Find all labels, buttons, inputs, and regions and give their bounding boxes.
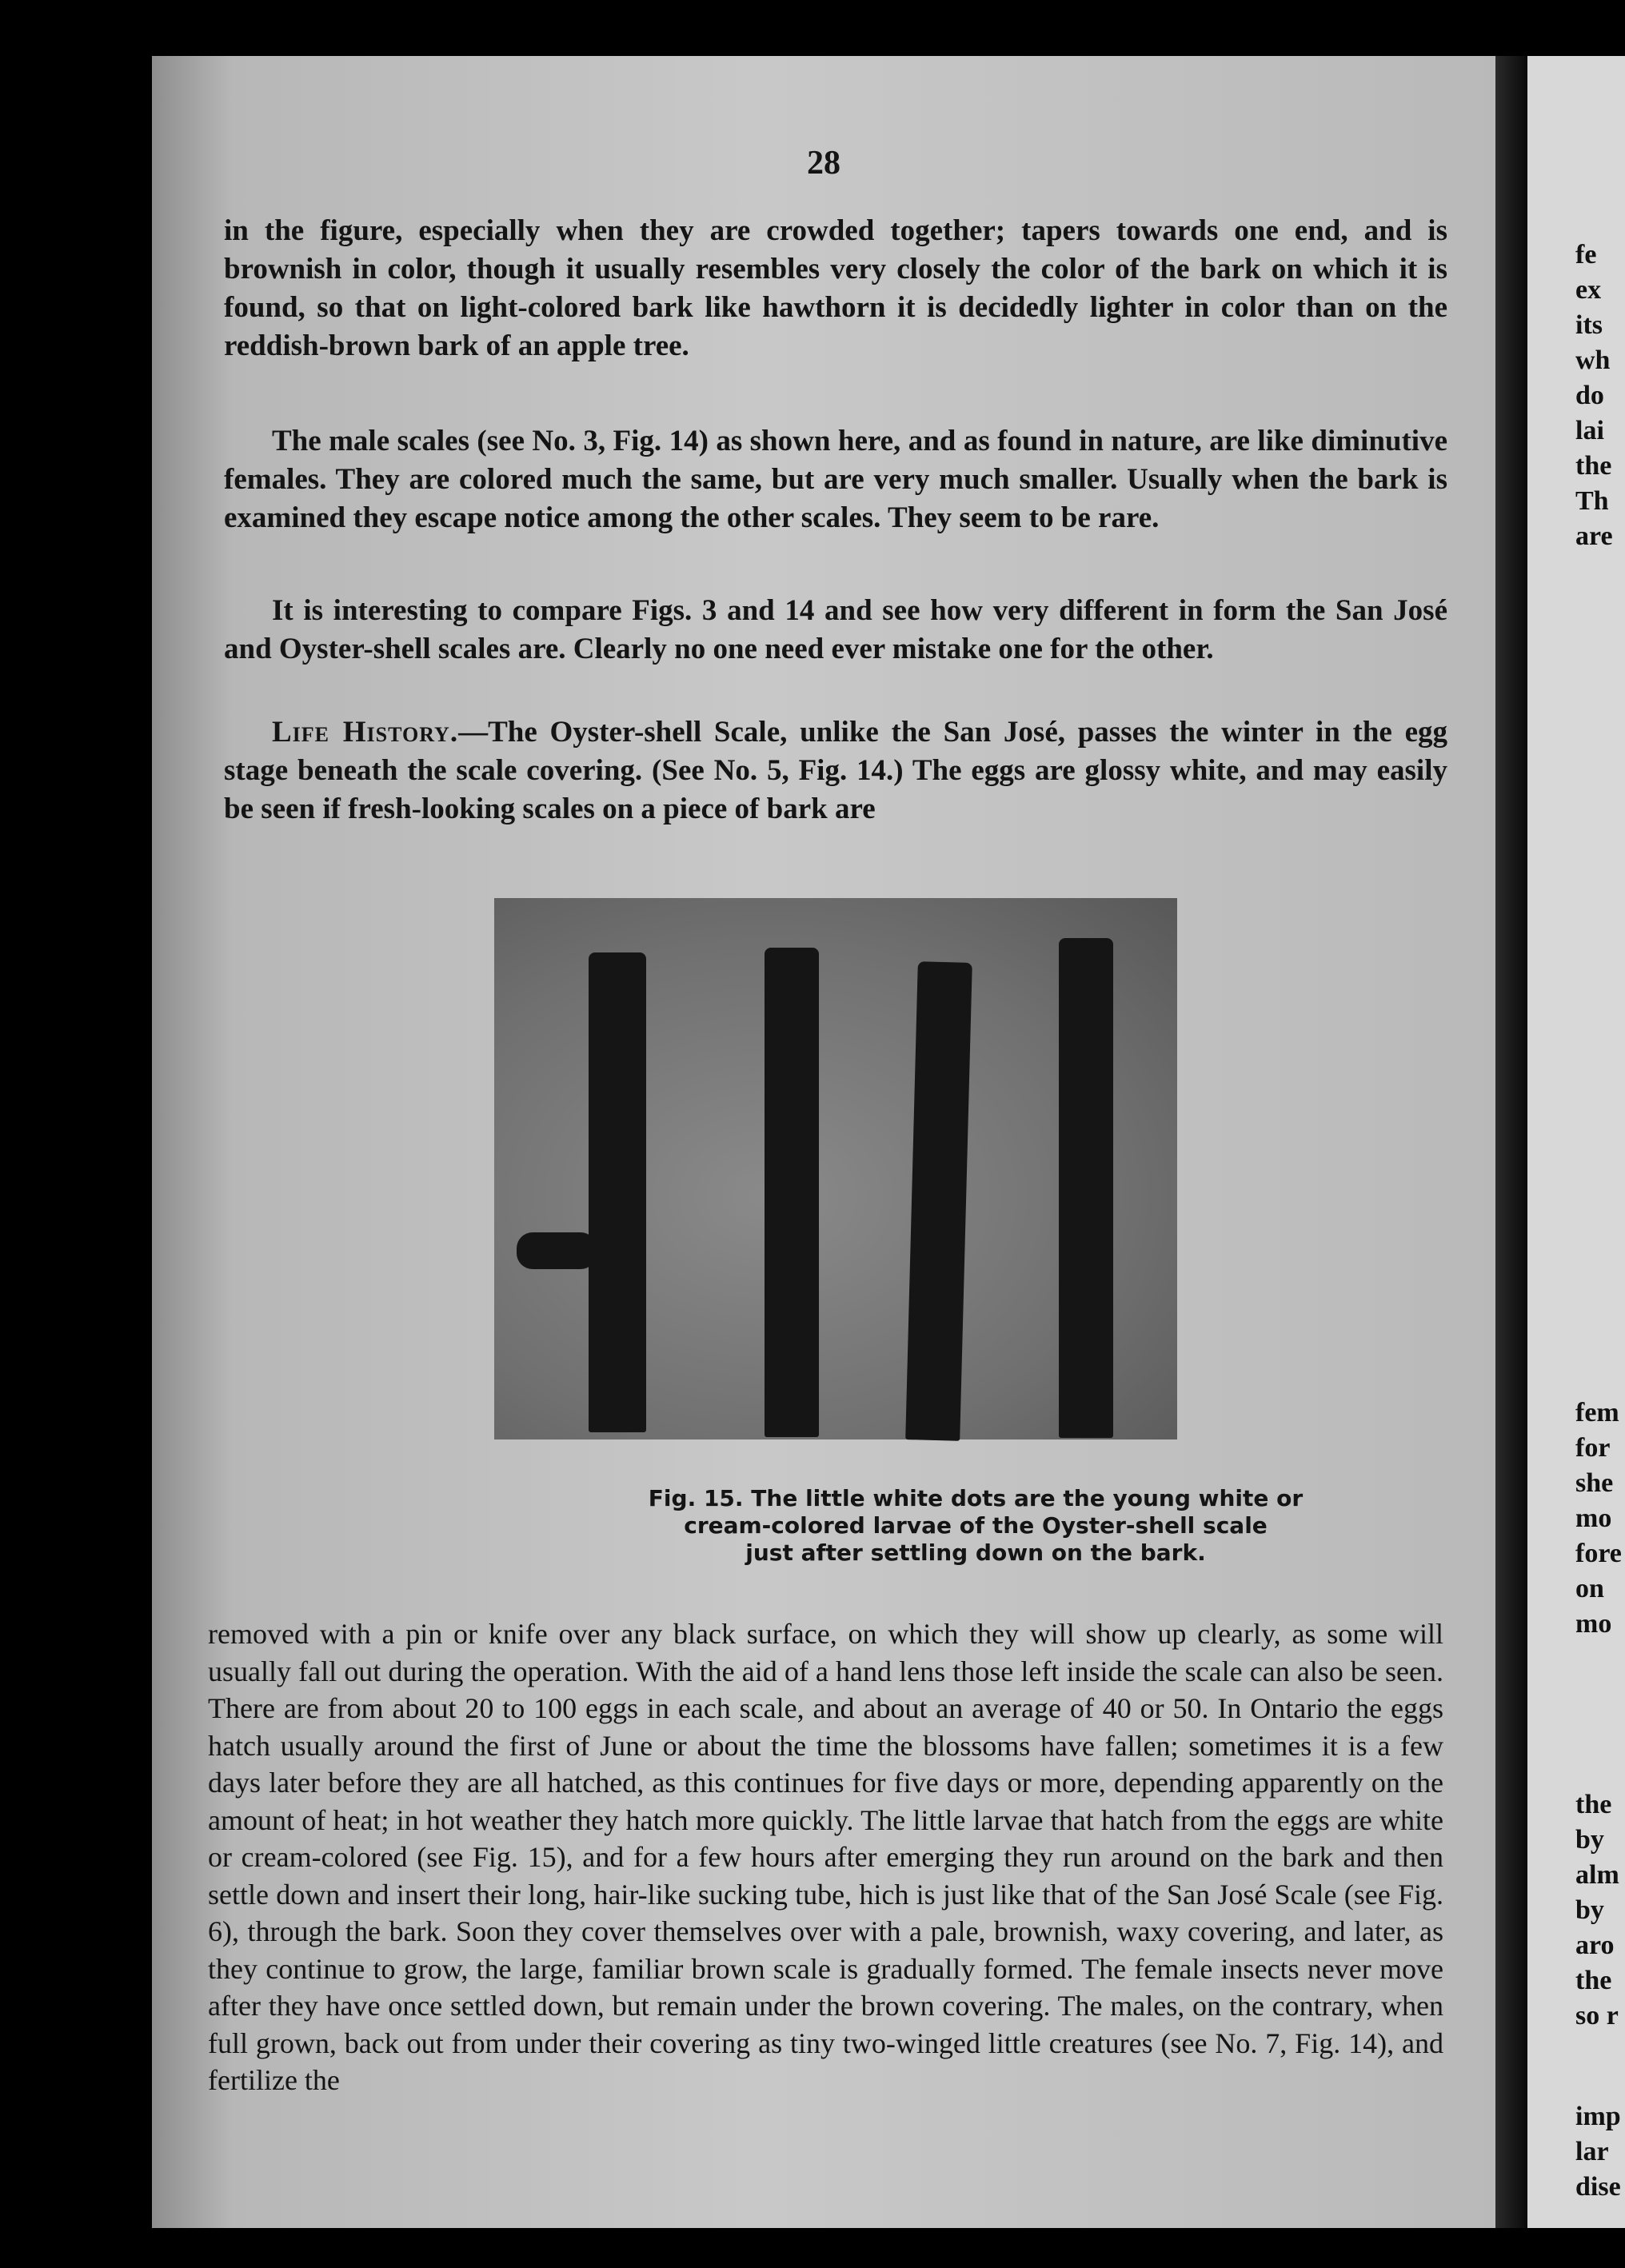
- adjacent-page-edge: [1527, 56, 1625, 2228]
- life-history-text: —The Oyster-shell Scale, unlike the San José, passes the winter in the egg stage beneath the scale covering. (See No. 5, Fig. 14.) The eggs are glossy white, and may easily be seen if fresh-looking scales on a piece of bark are: [224, 716, 1447, 825]
- life-history-heading: Life History.: [272, 716, 459, 749]
- fragment: she: [1575, 1468, 1614, 1498]
- figure-15-photo: [494, 898, 1177, 1439]
- fragment: the: [1575, 451, 1612, 481]
- paragraph-scale-description: in the figure, especially when they are crowded together; tapers towards one end, and is brownish in color, though it usually resembles very closely the color of the bark on which it is found, so that on light-colored bark like hawthorn it is decidedly lighter in color than on the reddish-brown bark of an apple tree.: [224, 214, 1447, 362]
- fragment: wh: [1575, 345, 1611, 375]
- page-number: 28: [807, 145, 840, 182]
- fragment: the: [1575, 1790, 1612, 1819]
- bark-twig-2: [765, 948, 819, 1437]
- bark-twig-1-branch: [517, 1232, 597, 1269]
- caption-line-1: Fig. 15. The little white dots are the young white or: [648, 1485, 1304, 1511]
- fragment: are: [1575, 521, 1613, 551]
- caption-line-2: cream-colored larvae of the Oyster-shell scale: [684, 1512, 1268, 1539]
- fragment: fem: [1575, 1398, 1619, 1427]
- figure-15-caption: [584, 1485, 1367, 1567]
- bark-twig-1: [589, 952, 646, 1432]
- fragment: imp: [1575, 2102, 1621, 2131]
- fragment: lar: [1575, 2137, 1609, 2166]
- caption-line-3: just after settling down on the bark.: [745, 1539, 1206, 1566]
- fragment: mo: [1575, 1609, 1612, 1639]
- bark-twig-3: [905, 961, 972, 1441]
- fragment: dise: [1575, 2172, 1621, 2202]
- fragment: do: [1575, 381, 1604, 410]
- fragment: on: [1575, 1574, 1604, 1603]
- paragraph-compare-figures: It is interesting to compare Figs. 3 and 14 and see how very different in form the San José and Oyster-shell scales are. Clearly no one need ever mistake one for the other.: [224, 594, 1447, 665]
- fragment: for: [1575, 1433, 1611, 1463]
- paragraph-life-history: [224, 713, 1447, 829]
- paragraph-hatching: removed with a pin or knife over any black surface, on which they will show up clearly, as some will usually fall out during the operation. With the aid of a hand lens those left inside the scale can also be seen. There are from about 20 to 100 eggs in each scale, and about an average of 40 or 50. In Ontario the eggs hatch usually around the first of June or about the time the blossoms have fallen; sometimes it is a few days later before they are all hatched, as this continues for five days or more, depending apparently on the amount of heat; in hot weather they hatch more quickly. The little larvae that hatch from the eggs are white or cream-colored (see Fig. 15), and for a few hours after emerging they run around on the bark and then settle down and insert their long, hair-like sucking tube, hich is just like that of the San José Scale (see Fig. 6), through the bark. Soon they cover themselves over with a pale, brownish, waxy covering, and later, as they continue to grow, the large, familiar brown scale is gradually formed. The female insects never move after they have once settled down, but remain under the brown covering. The males, on the contrary, when full grown, back out from under their covering as tiny two-winged little creatures (see No. 7, Fig. 14), and fertilize the: [208, 1618, 1443, 2096]
- fragment: Th: [1575, 486, 1609, 516]
- bark-twig-4: [1059, 938, 1113, 1438]
- fragment: ex: [1575, 275, 1602, 305]
- fragment: by: [1575, 1825, 1604, 1855]
- fragment: fe: [1575, 240, 1597, 270]
- fragment: mo: [1575, 1503, 1612, 1533]
- fragment: fore: [1575, 1539, 1622, 1568]
- fragment: alm: [1575, 1860, 1619, 1890]
- fragment: so r: [1575, 2001, 1619, 2030]
- fragment: by: [1575, 1895, 1604, 1925]
- fragment: its: [1575, 310, 1603, 340]
- fragment: the: [1575, 1966, 1612, 1995]
- fragment: aro: [1575, 1931, 1615, 1960]
- book-gutter: [1495, 56, 1527, 2228]
- paragraph-male-scales: The male scales (see No. 3, Fig. 14) as shown here, and as found in nature, are like diminutive females. They are colored much the same, but are very much smaller. Usually when the bark is examined they escape notice among the other scales. They seem to be rare.: [224, 425, 1447, 534]
- book-page: [152, 56, 1495, 2228]
- fragment: lai: [1575, 416, 1604, 445]
